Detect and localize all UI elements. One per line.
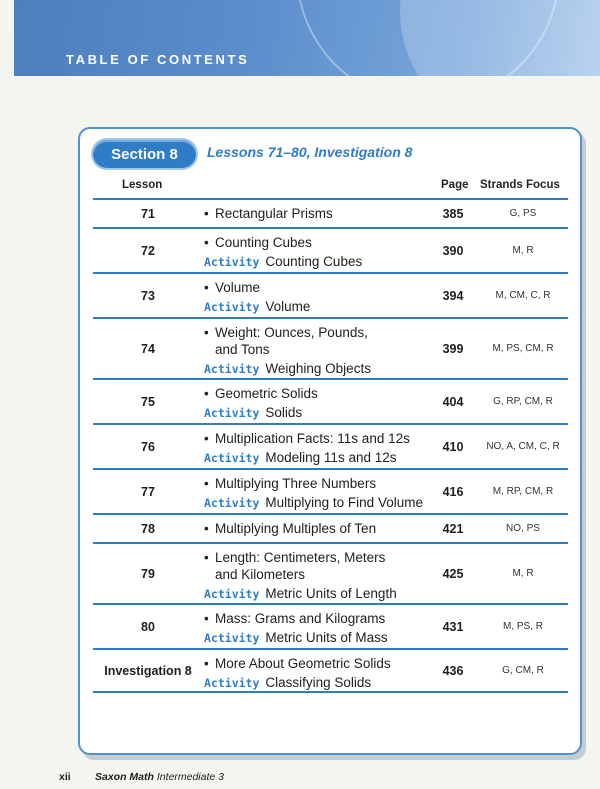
lesson-content: [204, 655, 434, 692]
lesson-number: 77: [141, 484, 155, 499]
activity-line: [204, 253, 434, 271]
page-number: 410: [442, 439, 464, 454]
activity-title: Classifying Solids: [265, 675, 372, 690]
activity-line: [204, 360, 434, 378]
bullet-icon: •: [204, 235, 209, 250]
column-header-lesson: Lesson: [122, 179, 163, 191]
lesson-topic: [204, 205, 434, 222]
activity-line: [204, 674, 434, 692]
table-row: [93, 603, 568, 648]
lesson-content: [204, 520, 434, 537]
activity-label: Activity: [204, 300, 260, 314]
activity-title: Metric Units of Length: [265, 586, 397, 601]
lesson-topic: [204, 324, 434, 341]
lesson-topic: [204, 610, 434, 627]
lesson-title: More About Geometric Solids: [215, 656, 391, 671]
activity-label: Activity: [204, 406, 260, 420]
activity-line: [204, 449, 434, 467]
lesson-title: Multiplication Facts: 11s and 12s: [215, 431, 410, 446]
lesson-title: Rectangular Prisms: [215, 206, 333, 221]
activity-line: [204, 585, 434, 603]
lesson-title: Mass: Grams and Kilograms: [215, 611, 386, 626]
lesson-topic: [204, 430, 434, 447]
page-number: 404: [442, 394, 464, 409]
lesson-number: 79: [141, 566, 155, 581]
lesson-content: [204, 549, 434, 603]
page-number: 385: [442, 206, 464, 221]
table-row: [93, 423, 568, 468]
activity-title: Weighing Objects: [265, 361, 371, 376]
activity-title: Counting Cubes: [265, 254, 363, 269]
footer-page-number: xii: [59, 771, 71, 783]
table-row: [93, 513, 568, 542]
strands-focus: M, R: [512, 245, 534, 256]
strands-focus: M, RP, CM, R: [492, 486, 554, 497]
lesson-topic: [204, 475, 434, 492]
lesson-content: [204, 430, 434, 467]
table-row: [93, 272, 568, 317]
bullet-icon: •: [204, 550, 209, 565]
footer-book-level: Intermediate 3: [156, 771, 224, 783]
page-number: 394: [442, 288, 464, 303]
lesson-content: [204, 475, 434, 512]
header-banner: [14, 0, 600, 76]
activity-label: Activity: [204, 587, 260, 601]
strands-focus: G, RP, CM, R: [493, 396, 553, 407]
activity-label: Activity: [204, 676, 260, 690]
bullet-icon: •: [204, 521, 209, 536]
activity-line: [204, 629, 434, 647]
section-subtitle: Lessons 71–80, Investigation 8: [207, 144, 413, 160]
bullet-icon: •: [204, 476, 209, 491]
page-number: 399: [442, 341, 464, 356]
activity-title: Multiplying to Find Volume: [265, 495, 423, 510]
page-number: 416: [442, 484, 464, 499]
activity-line: [204, 298, 434, 316]
table-row: [93, 198, 568, 227]
lesson-content: [204, 234, 434, 271]
lesson-topic: [204, 279, 434, 296]
lesson-title: Length: Centimeters, Meters: [215, 550, 386, 565]
lesson-number: Investigation 8: [104, 663, 192, 678]
lesson-title: Geometric Solids: [215, 386, 318, 401]
strands-focus: M, R: [512, 568, 534, 579]
bullet-icon: •: [204, 325, 209, 340]
activity-label: Activity: [204, 451, 260, 465]
lesson-number: 80: [141, 619, 155, 634]
column-header-page: Page: [441, 179, 469, 191]
lesson-topic: [204, 549, 434, 566]
bullet-icon: •: [204, 431, 209, 446]
strands-focus: M, PS, R: [502, 621, 543, 632]
lesson-number: 73: [141, 288, 155, 303]
lesson-number: 71: [141, 206, 155, 221]
column-header-strands: Strands Focus: [480, 179, 560, 191]
strands-focus: NO, A, CM, C, R: [486, 441, 560, 452]
strands-focus: G, PS: [509, 208, 537, 219]
lesson-topic: [204, 385, 434, 402]
section-badge: Section 8: [93, 140, 196, 168]
table-row: [93, 542, 568, 603]
activity-line: [204, 494, 434, 512]
bullet-icon: •: [204, 656, 209, 671]
activity-label: Activity: [204, 631, 260, 645]
lesson-title: Counting Cubes: [215, 235, 312, 250]
strands-focus: NO, PS: [506, 523, 540, 534]
strands-focus: G, CM, R: [502, 665, 544, 676]
table-row: [93, 317, 568, 378]
footer-book-title: [95, 771, 224, 783]
lesson-topic: [204, 655, 434, 672]
page-number: 425: [442, 566, 464, 581]
page-number: 431: [442, 619, 464, 634]
table-row: [93, 378, 568, 423]
lesson-content: [204, 324, 434, 378]
bullet-icon: •: [204, 386, 209, 401]
lesson-content: [204, 385, 434, 422]
lesson-content: [204, 279, 434, 316]
page-title: TABLE OF CONTENTS: [66, 52, 250, 67]
lesson-number: 78: [141, 521, 155, 536]
lesson-title: Multiplying Multiples of Ten: [215, 521, 377, 536]
lesson-number: 72: [141, 243, 155, 258]
strands-focus: M, CM, C, R: [495, 290, 551, 301]
lesson-topic: [204, 234, 434, 251]
activity-title: Solids: [265, 405, 303, 420]
lesson-title: Multiplying Three Numbers: [215, 476, 377, 491]
lesson-title-continued: and Tons: [215, 342, 270, 357]
lesson-content: [204, 205, 434, 222]
lesson-topic: [204, 520, 434, 537]
lesson-content: [204, 610, 434, 647]
banner-decoration-ring: [296, 0, 560, 76]
bullet-icon: •: [204, 206, 209, 221]
activity-line: [204, 404, 434, 422]
footer-book-name: Saxon Math: [95, 771, 154, 783]
activity-title: Modeling 11s and 12s: [265, 450, 397, 465]
activity-title: Volume: [265, 299, 311, 314]
contents-table: [93, 198, 568, 693]
table-row: [93, 468, 568, 513]
page-number: 421: [442, 521, 464, 536]
activity-title: Metric Units of Mass: [265, 630, 388, 645]
table-row: [93, 227, 568, 272]
lesson-title-continued: and Kilometers: [215, 567, 306, 582]
activity-label: Activity: [204, 362, 260, 376]
page-number: 436: [442, 663, 464, 678]
table-row: [93, 648, 568, 693]
activity-label: Activity: [204, 496, 260, 510]
lesson-title: Volume: [215, 280, 261, 295]
strands-focus: M, PS, CM, R: [492, 343, 554, 354]
page-number: 390: [442, 243, 464, 258]
activity-label: Activity: [204, 255, 260, 269]
bullet-icon: •: [204, 611, 209, 626]
lesson-title: Weight: Ounces, Pounds,: [215, 325, 368, 340]
lesson-number: 75: [141, 394, 155, 409]
bullet-icon: •: [204, 280, 209, 295]
lesson-number: 76: [141, 439, 155, 454]
lesson-number: 74: [141, 341, 155, 356]
